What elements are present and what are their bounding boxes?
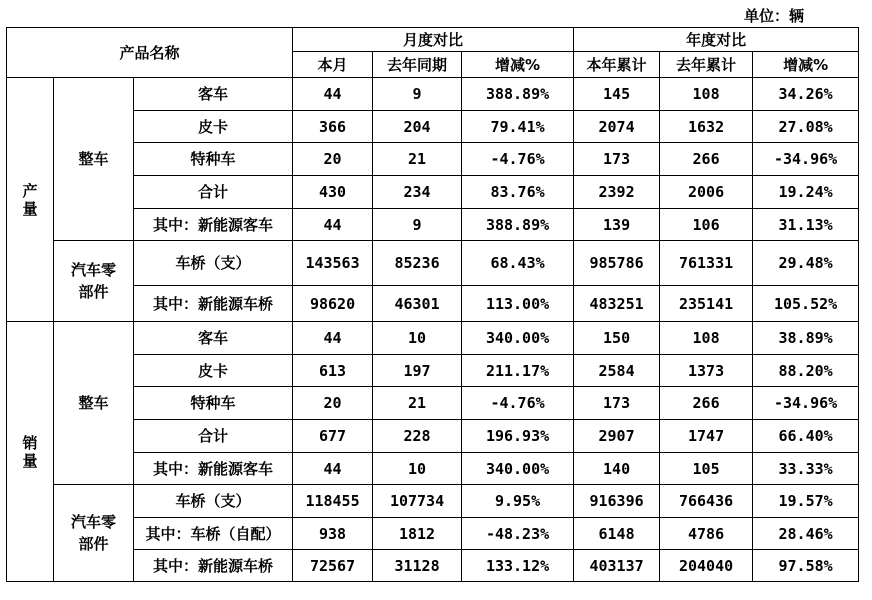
value-cell: 388.89% — [462, 209, 574, 241]
value-cell: 20 — [293, 387, 373, 420]
table-row — [7, 111, 859, 143]
value-cell: 44 — [293, 453, 373, 485]
value-cell: 105 — [660, 453, 753, 485]
value-cell: 2392 — [574, 176, 660, 209]
row-label: 特种车 — [134, 387, 293, 420]
product-name-header: 产品名称 — [7, 28, 293, 78]
table-row — [7, 550, 859, 582]
production-sales-table — [6, 27, 859, 582]
value-cell: 113.00% — [462, 286, 574, 322]
value-cell: 2006 — [660, 176, 753, 209]
table-row — [7, 355, 859, 387]
value-cell: 44 — [293, 322, 373, 355]
value-cell: 10 — [373, 322, 462, 355]
value-cell: 9 — [373, 209, 462, 241]
value-cell: 21 — [373, 387, 462, 420]
value-cell: 97.58% — [753, 550, 859, 582]
value-cell: 403137 — [574, 550, 660, 582]
value-cell: 10 — [373, 453, 462, 485]
table-row — [7, 420, 859, 453]
value-cell: 204040 — [660, 550, 753, 582]
row-label: 其中：新能源客车 — [134, 453, 293, 485]
value-cell: 196.93% — [462, 420, 574, 453]
header-row-1 — [7, 28, 859, 52]
row-label: 皮卡 — [134, 355, 293, 387]
value-cell: 1632 — [660, 111, 753, 143]
row-label: 合计 — [134, 420, 293, 453]
value-cell: 1812 — [373, 518, 462, 550]
table-row — [7, 241, 859, 286]
value-cell: -34.96% — [753, 143, 859, 176]
value-cell: 2584 — [574, 355, 660, 387]
row-label: 特种车 — [134, 143, 293, 176]
value-cell: 766436 — [660, 485, 753, 518]
table-row — [7, 143, 859, 176]
unit-label: 单位：辆 — [743, 7, 804, 25]
value-cell: 938 — [293, 518, 373, 550]
row-label: 其中：车桥（自配） — [134, 518, 293, 550]
row-label: 其中：新能源客车 — [134, 209, 293, 241]
value-cell: 34.26% — [753, 78, 859, 111]
value-cell: 118455 — [293, 485, 373, 518]
section-label: 产量 — [7, 78, 54, 322]
value-cell: 79.41% — [462, 111, 574, 143]
yearly-compare-header: 年度对比 — [574, 28, 859, 52]
value-cell: 9.95% — [462, 485, 574, 518]
value-cell: 108 — [660, 322, 753, 355]
value-cell: 4786 — [660, 518, 753, 550]
value-cell: 72567 — [293, 550, 373, 582]
value-cell: 173 — [574, 387, 660, 420]
value-cell: 98620 — [293, 286, 373, 322]
value-cell: 388.89% — [462, 78, 574, 111]
value-cell: 235141 — [660, 286, 753, 322]
value-cell: -4.76% — [462, 143, 574, 176]
monthly-compare-header: 月度对比 — [293, 28, 574, 52]
value-cell: 985786 — [574, 241, 660, 286]
value-cell: 46301 — [373, 286, 462, 322]
value-cell: 31128 — [373, 550, 462, 582]
col-header-this-month: 本月 — [293, 52, 373, 78]
value-cell: 197 — [373, 355, 462, 387]
group-label: 整车 — [54, 322, 134, 485]
row-label: 客车 — [134, 78, 293, 111]
value-cell: 2074 — [574, 111, 660, 143]
value-cell: 677 — [293, 420, 373, 453]
table-row — [7, 387, 859, 420]
section-label: 销量 — [7, 322, 54, 582]
row-label: 其中：新能源车桥 — [134, 286, 293, 322]
value-cell: -34.96% — [753, 387, 859, 420]
value-cell: 33.33% — [753, 453, 859, 485]
row-label: 车桥（支） — [134, 485, 293, 518]
col-header-yearly-change: 增减% — [753, 52, 859, 78]
group-label: 汽车零部件 — [54, 485, 134, 582]
value-cell: 106 — [660, 209, 753, 241]
value-cell: 66.40% — [753, 420, 859, 453]
value-cell: 44 — [293, 209, 373, 241]
value-cell: 150 — [574, 322, 660, 355]
value-cell: 140 — [574, 453, 660, 485]
value-cell: 29.48% — [753, 241, 859, 286]
value-cell: 145 — [574, 78, 660, 111]
value-cell: 139 — [574, 209, 660, 241]
value-cell: 19.57% — [753, 485, 859, 518]
value-cell: 173 — [574, 143, 660, 176]
row-label: 合计 — [134, 176, 293, 209]
table-row — [7, 78, 859, 111]
value-cell: 340.00% — [462, 322, 574, 355]
col-header-monthly-change: 增减% — [462, 52, 574, 78]
table-row — [7, 286, 859, 322]
value-cell: 1747 — [660, 420, 753, 453]
value-cell: 108 — [660, 78, 753, 111]
value-cell: 483251 — [574, 286, 660, 322]
value-cell: 266 — [660, 387, 753, 420]
value-cell: 143563 — [293, 241, 373, 286]
value-cell: 234 — [373, 176, 462, 209]
value-cell: 204 — [373, 111, 462, 143]
value-cell: 105.52% — [753, 286, 859, 322]
value-cell: 9 — [373, 78, 462, 111]
value-cell: 27.08% — [753, 111, 859, 143]
value-cell: 366 — [293, 111, 373, 143]
col-header-last-year-same-period: 去年同期 — [373, 52, 462, 78]
row-label: 皮卡 — [134, 111, 293, 143]
value-cell: 430 — [293, 176, 373, 209]
row-label: 客车 — [134, 322, 293, 355]
value-cell: 20 — [293, 143, 373, 176]
value-cell: 211.17% — [462, 355, 574, 387]
table-row — [7, 485, 859, 518]
value-cell: 228 — [373, 420, 462, 453]
value-cell: 28.46% — [753, 518, 859, 550]
table-row — [7, 176, 859, 209]
value-cell: 83.76% — [462, 176, 574, 209]
col-header-ytd: 本年累计 — [574, 52, 660, 78]
value-cell: 916396 — [574, 485, 660, 518]
value-cell: 21 — [373, 143, 462, 176]
value-cell: -4.76% — [462, 387, 574, 420]
value-cell: 613 — [293, 355, 373, 387]
value-cell: 266 — [660, 143, 753, 176]
value-cell: 19.24% — [753, 176, 859, 209]
value-cell: 68.43% — [462, 241, 574, 286]
value-cell: 31.13% — [753, 209, 859, 241]
table-row — [7, 453, 859, 485]
value-cell: 38.89% — [753, 322, 859, 355]
row-label: 车桥（支） — [134, 241, 293, 286]
table-row — [7, 322, 859, 355]
value-cell: 44 — [293, 78, 373, 111]
table-row — [7, 209, 859, 241]
value-cell: 107734 — [373, 485, 462, 518]
value-cell: 1373 — [660, 355, 753, 387]
group-label: 汽车零部件 — [54, 241, 134, 322]
row-label: 其中：新能源车桥 — [134, 550, 293, 582]
value-cell: -48.23% — [462, 518, 574, 550]
value-cell: 88.20% — [753, 355, 859, 387]
table-row — [7, 518, 859, 550]
group-label: 整车 — [54, 78, 134, 241]
value-cell: 133.12% — [462, 550, 574, 582]
value-cell: 761331 — [660, 241, 753, 286]
value-cell: 85236 — [373, 241, 462, 286]
col-header-last-ytd: 去年累计 — [660, 52, 753, 78]
value-cell: 6148 — [574, 518, 660, 550]
value-cell: 340.00% — [462, 453, 574, 485]
value-cell: 2907 — [574, 420, 660, 453]
